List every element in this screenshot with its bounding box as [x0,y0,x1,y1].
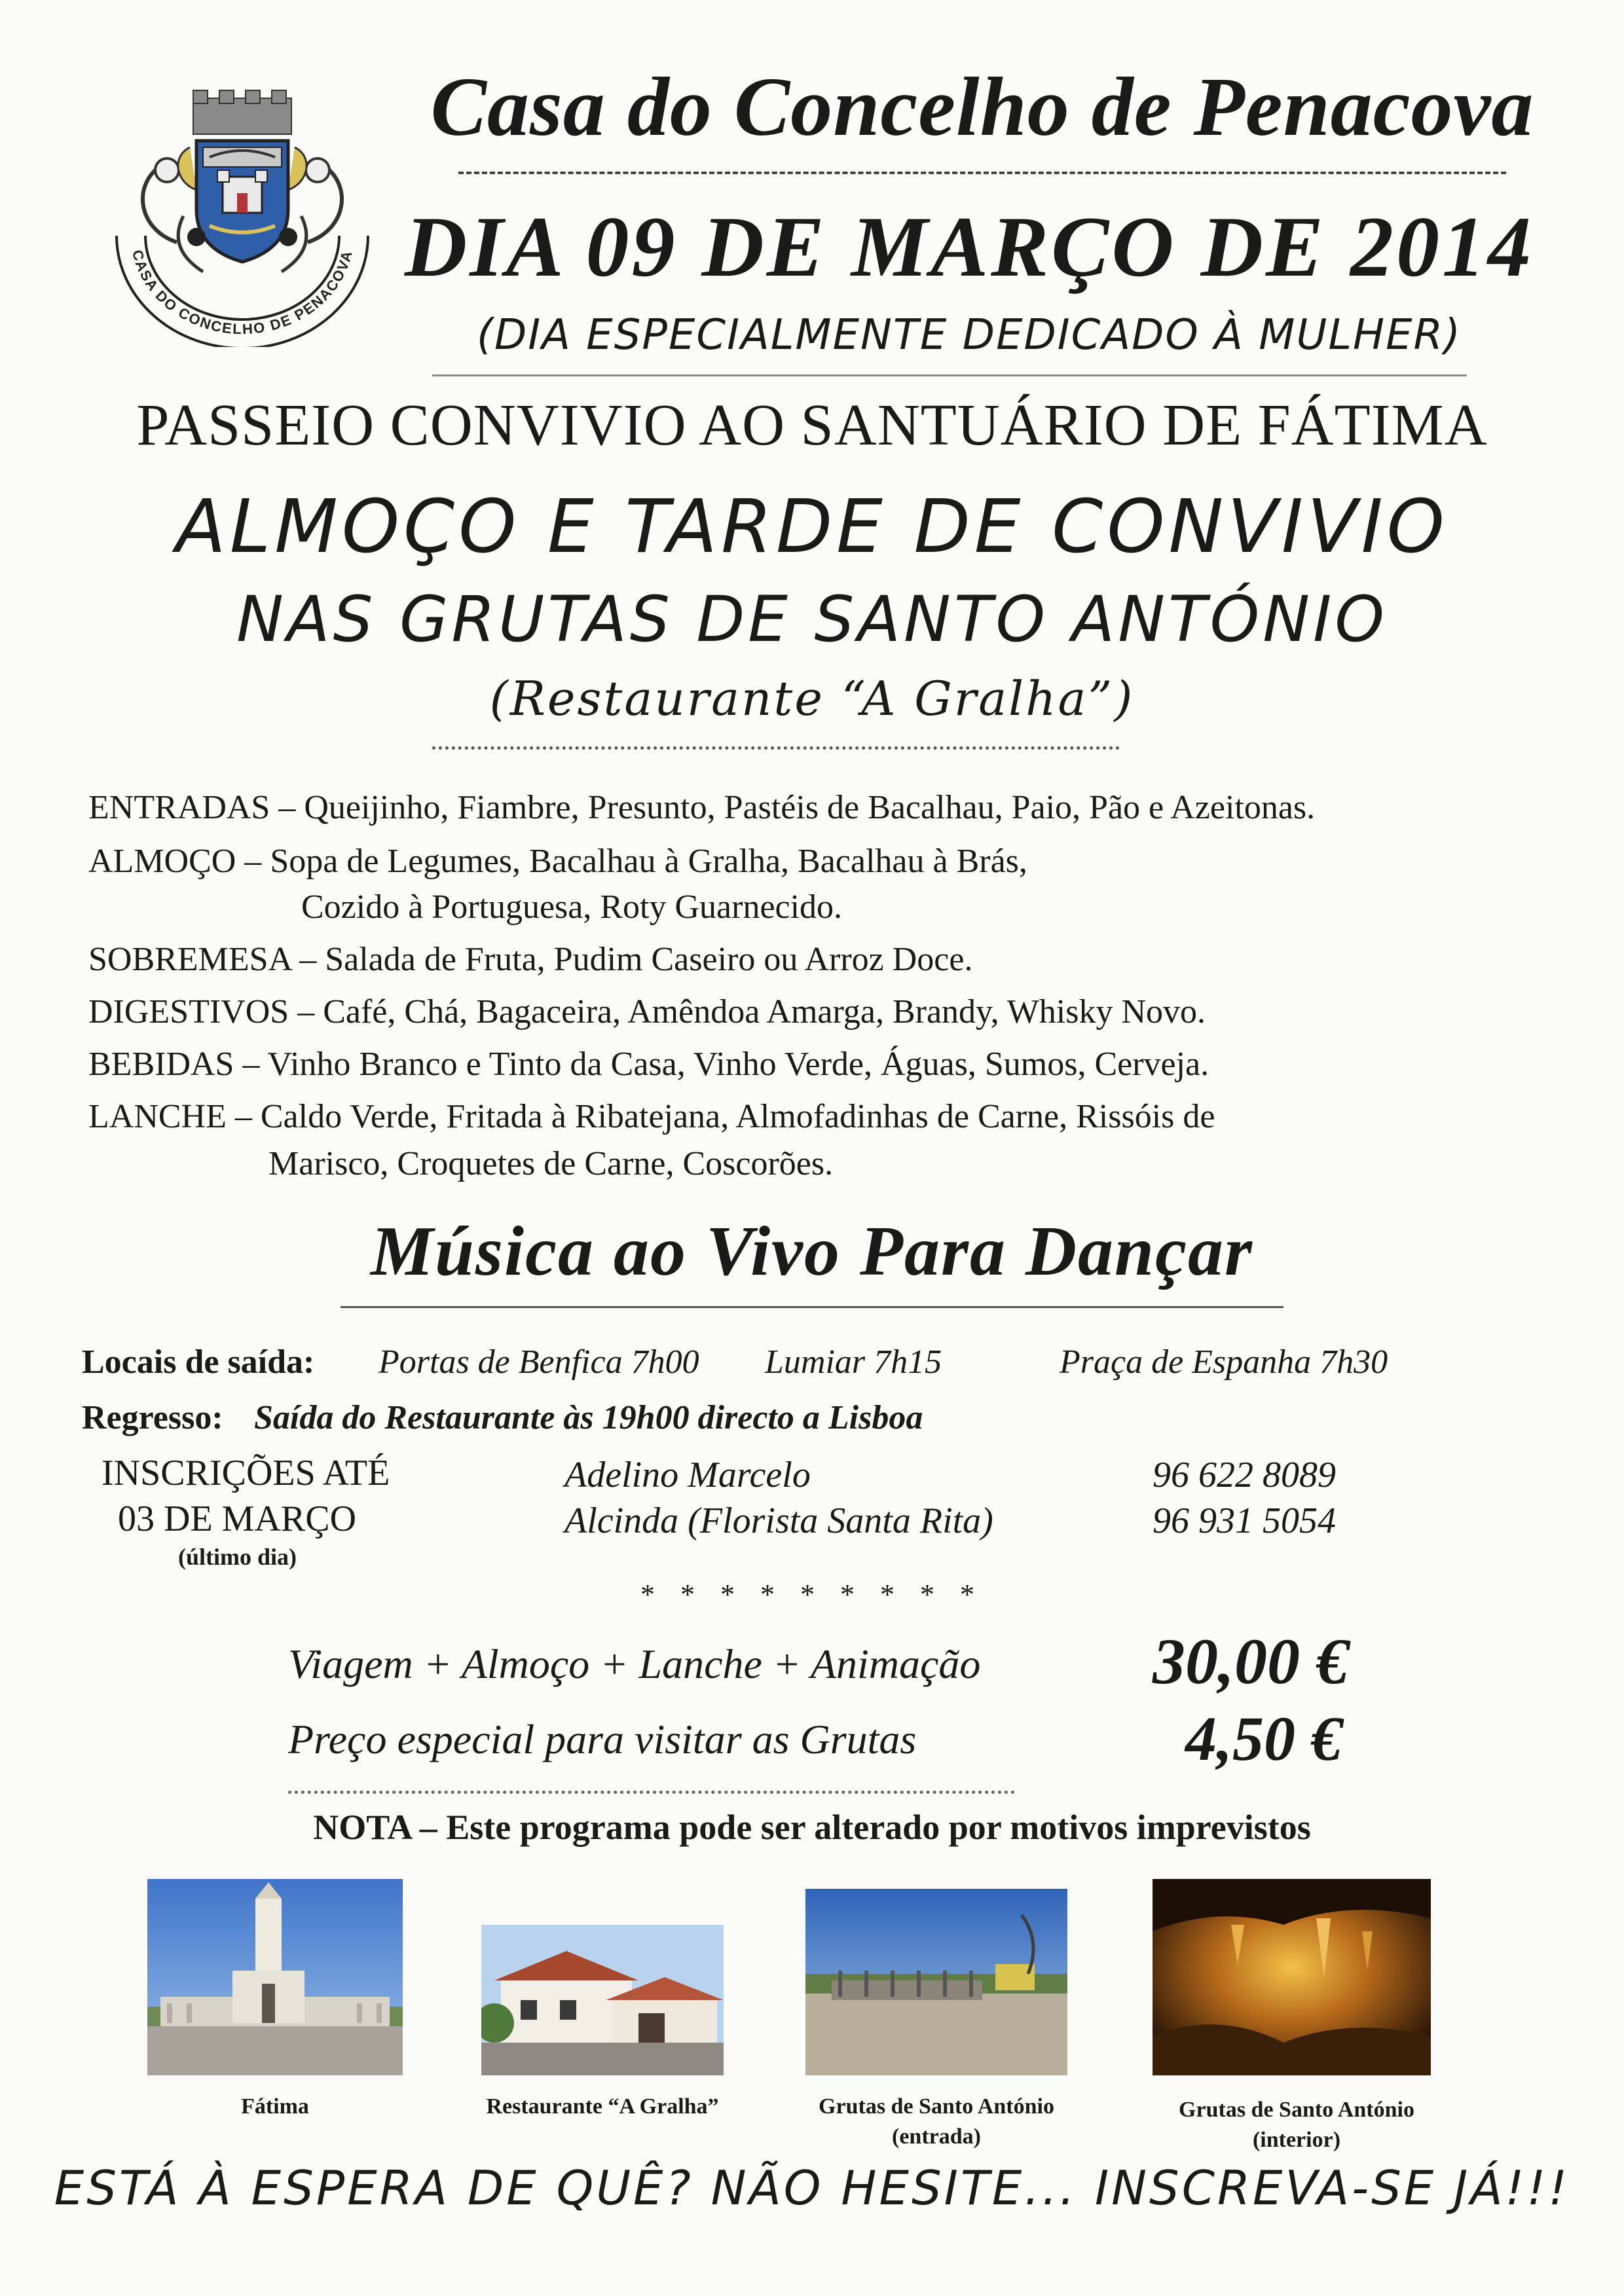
return-label: Regresso: [82,1399,223,1436]
menu-items: Café, Chá, Bagaceira, Amêndoa Amarga, Brandy, Whisky Novo. [323,993,1206,1030]
event-date: DIA 09 DE MARÇO DE 2014 [404,198,1534,295]
menu-almoco-cont: Cozido à Portuguesa, Roty Guarnecido. [301,888,843,926]
menu-label: DIGESTIVOS [88,993,289,1030]
contact-name: Adelino Marcelo [564,1455,811,1495]
divider [432,746,1120,750]
photo-restaurant [481,1925,724,2075]
menu-digestivos [88,995,1206,1029]
contact-name: Alcinda (Florista Santa Rita) [564,1501,993,1541]
event-subtitle: (DIA ESPECIALMENTE DEDICADO À MULHER) [477,311,1462,359]
contact-phone: 96 622 8089 [1153,1455,1336,1495]
restaurant-name: (Restaurante “A Gralha”) [489,671,1135,726]
divider [432,374,1467,376]
organization-title: Casa do Concelho de Penacova [430,60,1534,153]
departures-label: Locais de saída: [82,1343,315,1381]
menu-separator: – [270,789,304,826]
price-label: Viagem + Almoço + Lanche + Animação [288,1641,981,1687]
departure-stop: Praça de Espanha 7h30 [1060,1343,1388,1381]
price-value: 4,50 € [1185,1704,1342,1774]
menu-items: Vinho Branco e Tinto da Casa, Vinho Verde, Águas, Sumos, Cerveja. [267,1046,1209,1083]
menu-separator: – [234,1046,268,1083]
caption-line: Restaurante “A Gralha” [486,2094,719,2119]
menu-label: BEBIDAS [88,1046,234,1083]
departure-stop: Lumiar 7h15 [765,1343,942,1381]
menu-bebidas [88,1048,1209,1082]
photo-caption [144,2092,406,2122]
menu-almoco [88,845,1027,879]
municipal-crest-logo [105,85,380,347]
photo-caption [458,2092,747,2122]
caption-line: Fátima [241,2094,309,2119]
music-title: Música ao Vivo Para Dançar [370,1212,1254,1290]
menu-label: SOBREMESA [88,941,291,978]
menu-items: Sopa de Legumes, Bacalhau à Gralha, Bacalhau à Brás, [270,843,1027,880]
menu-lanche [88,1100,1215,1134]
divider [458,172,1506,174]
divider [288,1791,1015,1794]
caption-line: Grutas de Santo António [819,2094,1054,2119]
star-divider: * * * * * * * * * [640,1578,984,1611]
contact-phone: 96 931 5054 [1153,1501,1336,1541]
lunch-title: ALMOÇO E TARDE DE CONVIVIO [175,484,1449,570]
menu-label: LANCHE [88,1098,227,1135]
menu-items: Salada de Fruta, Pudim Caseiro ou Arroz Doce. [325,941,973,978]
menu-items: Caldo Verde, Fritada à Ribatejana, Almofadinhas de Carne, Rissóis de [260,1098,1215,1135]
slogan: ESTÁ À ESPERA DE QUÊ? NÃO HESITE... INSCREVA-SE JÁ!!! [54,2160,1570,2215]
menu-lanche-cont: Marisco, Croquetes de Carne, Coscorões. [268,1145,834,1182]
trip-title: PASSEIO CONVIVIO AO SANTUÁRIO DE FÁTIMA [136,393,1488,458]
return-text: Saída do Restaurante às 19h00 directo a Lisboa [254,1399,923,1436]
menu-entradas [88,791,1315,825]
caption-line: (entrada) [892,2124,981,2149]
menu-separator: – [289,993,323,1030]
photo-caves-interior [1153,1879,1431,2075]
note: NOTA – Este programa pode ser alterado por motivos imprevistos [313,1808,1311,1847]
menu-sobremesa [88,943,972,977]
menu-separator: – [226,1098,261,1135]
registration-deadline: 03 DE MARÇO [118,1499,357,1539]
menu-label: ALMOÇO [88,843,236,880]
registration-last-day: (último dia) [178,1544,297,1570]
registration-label: INSCRIÇÕES ATÉ [101,1453,390,1493]
caption-line: Grutas de Santo António [1179,2098,1414,2122]
photo-caption [786,2092,1087,2152]
price-value: 30,00 € [1153,1625,1349,1698]
crest-ring-text: CASA DO CONCELHO DE PENACOVA [129,248,356,338]
photo-caves-entrance [805,1889,1067,2075]
divider [341,1306,1283,1308]
menu-items: Queijinho, Fiambre, Presunto, Pastéis de Bacalhau, Paio, Pão e Azeitonas. [304,789,1316,826]
location-title: NAS GRUTAS DE SANTO ANTÓNIO [236,583,1388,656]
menu-separator: – [291,941,325,978]
price-label: Preço especial para visitar as Grutas [288,1716,917,1762]
menu-label: ENTRADAS [88,789,270,826]
photo-caption [1146,2095,1447,2155]
menu-separator: – [236,843,270,880]
departure-stop: Portas de Benfica 7h00 [378,1343,699,1381]
photo-fatima [147,1879,403,2075]
caption-line: (interior) [1252,2127,1341,2152]
